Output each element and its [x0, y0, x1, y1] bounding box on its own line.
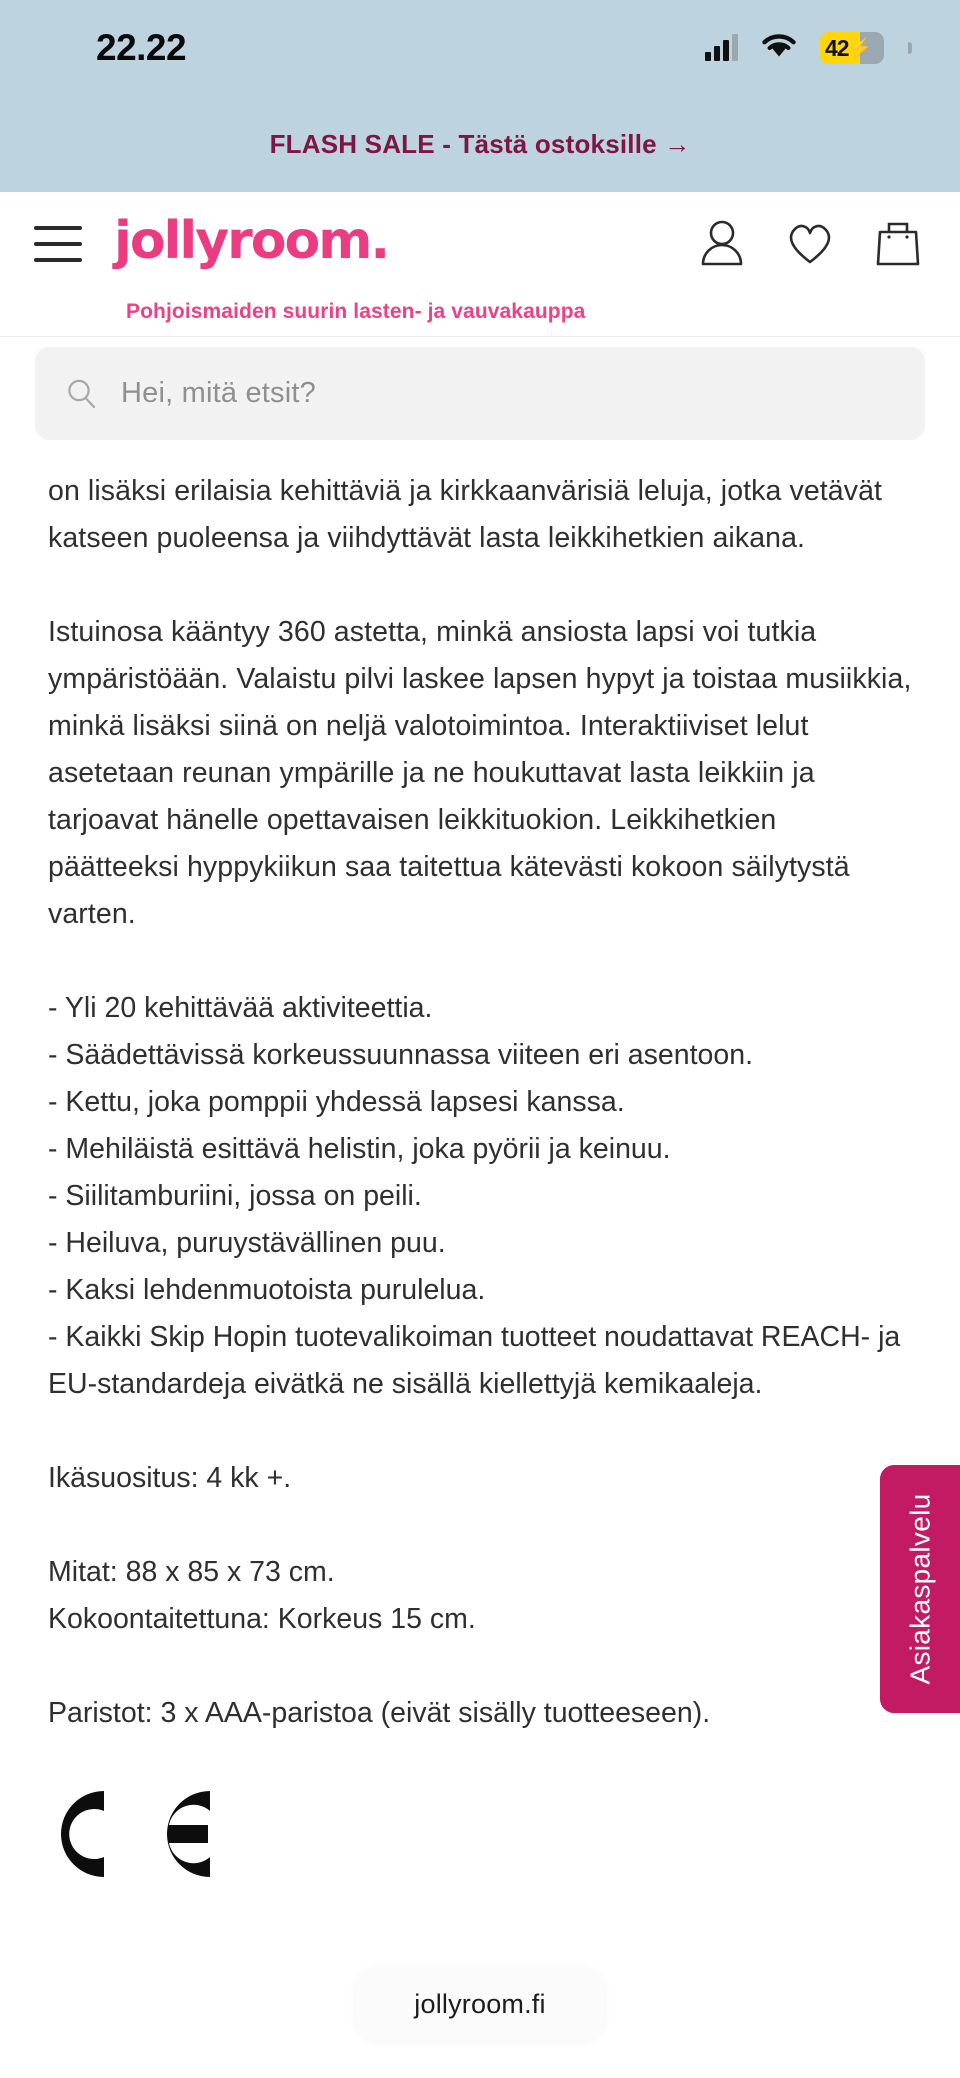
search-input[interactable]	[35, 347, 925, 440]
brand-logo[interactable]	[114, 211, 389, 272]
description-paragraph-1: on lisäksi erilaisia kehittäviä ja kirkkaanvärisiä leluja, jotka vetävät katseen puoleensa ja viihdyttävät lasta leikkihetkien aikana.	[48, 475, 883, 554]
list-item: - Yli 20 kehittävää aktiviteettia.	[48, 992, 433, 1024]
dimensions-block	[48, 1549, 912, 1643]
cellular-signal-icon	[705, 35, 738, 61]
list-item: - Mehiläistä esittävä helistin, joka pyörii ja keinuu.	[48, 1133, 671, 1165]
battery-percentage: 42	[825, 34, 849, 61]
browser-chrome	[0, 0, 960, 192]
user-account-icon[interactable]	[696, 216, 748, 268]
status-bar-icons	[705, 32, 912, 65]
customer-service-tab[interactable]	[880, 1465, 960, 1713]
header-row	[0, 192, 960, 292]
customer-service-tab-label: Asiakaspalvelu	[904, 1493, 936, 1685]
status-bar-time: 22.22	[96, 27, 187, 68]
battery-charging-icon: ⚡	[847, 37, 873, 60]
age-recommendation: Ikäsuositus: 4 kk +.	[48, 1462, 292, 1494]
search-icon	[65, 377, 99, 411]
batteries-info: Paristot: 3 x AAA-paristoa (eivät sisälly tuotteeseen).	[48, 1697, 711, 1729]
brand-logo-text: jollyroom.	[114, 211, 389, 272]
dimensions: Mitat: 88 x 85 x 73 cm.	[48, 1556, 335, 1588]
list-item: - Kaksi lehdenmuotoista purulelua.	[48, 1274, 486, 1306]
brand-tagline: Pohjoismaiden suurin lasten- ja vauvakauppa	[126, 300, 586, 323]
browser-url-text: jollyroom.fi	[414, 1988, 546, 2019]
battery-cap-icon	[908, 42, 912, 54]
search-input-placeholder: Hei, mitä etsit?	[121, 377, 316, 409]
heart-icon[interactable]	[784, 216, 836, 268]
batteries-block	[48, 1690, 912, 1737]
list-item: - Säädettävissä korkeussuunnassa viiteen eri asentoon.	[48, 1039, 753, 1071]
folded-dimensions: Kokoontaitettuna: Korkeus 15 cm.	[48, 1603, 476, 1635]
list-item: - Siilitamburiini, jossa on peili.	[48, 1180, 422, 1212]
list-item: - Heiluva, puruystävällinen puu.	[48, 1227, 446, 1259]
age-recommendation-block	[48, 1455, 912, 1502]
product-description	[0, 452, 960, 1889]
header-icon-group	[696, 216, 924, 268]
search-bar-container	[0, 337, 960, 452]
wifi-icon	[760, 32, 798, 65]
battery-icon	[820, 32, 884, 64]
shopping-bag-icon[interactable]	[872, 216, 924, 268]
flash-sale-banner[interactable]	[0, 96, 960, 192]
site-header	[0, 192, 960, 337]
flash-sale-banner-text: FLASH SALE - Tästä ostoksille →	[269, 128, 691, 159]
compliance-note: - Kaikki Skip Hopin tuotevalikoiman tuotteet noudattavat REACH- ja EU-standardeja eivätkä ne sisällä kiellettyjä kemikaaleja.	[48, 1321, 901, 1400]
description-paragraph-2: Istuinosa kääntyy 360 astetta, minkä ansiosta lapsi voi tutkia ympäristöään. Valaistu pilvi laskee lapsen hypyt ja toistaa musiikkia, minkä lisäksi siinä on neljä valotoimintoa. Interaktiiviset lelut asetetaan reunan ympärille ja ne houkuttavat lasta leikkiin ja tarjoavat hänelle opettavaisen leikkituokion. Leikkihetkien päätteeksi hyppykiikun saa taitettua kätevästi kokoon säilytystä varten.	[48, 616, 912, 930]
feature-list	[48, 985, 912, 1408]
hamburger-menu-icon[interactable]	[34, 226, 82, 262]
status-bar	[0, 0, 960, 96]
ce-mark-icon	[48, 1779, 218, 1889]
browser-url-pill[interactable]	[356, 1968, 604, 2040]
list-item: - Kettu, joka pomppii yhdessä lapsesi kanssa.	[48, 1086, 625, 1118]
